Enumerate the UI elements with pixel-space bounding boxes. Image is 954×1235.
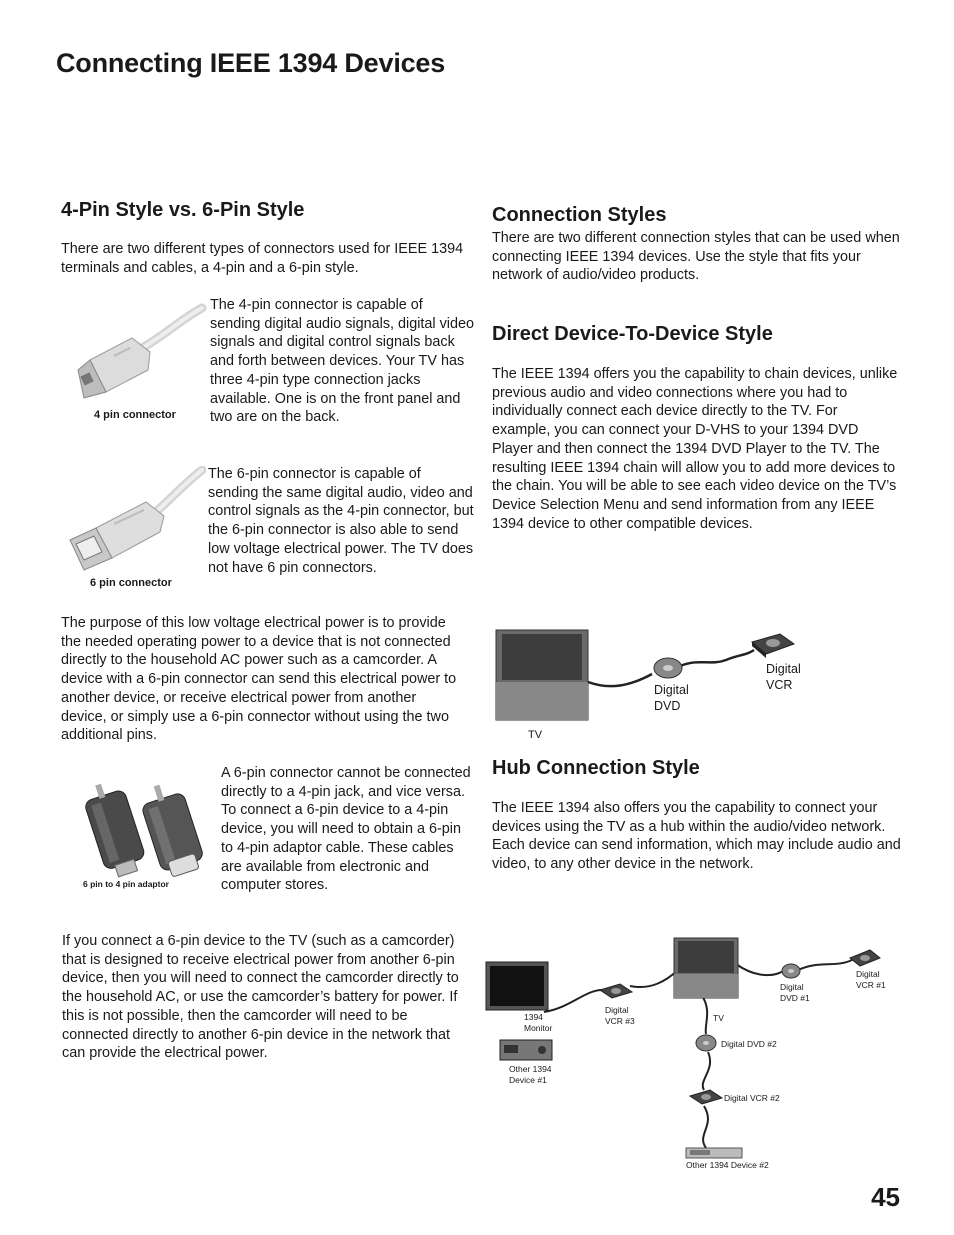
dvd-1-icon — [782, 964, 800, 978]
connection-styles-text: There are two different connection styles that can be used when connecting IEEE 1394 devices. Use the style that fits your network of audio/video products. — [492, 230, 900, 284]
power-paragraph: The purpose of this low voltage electrical power is to provide the needed operating power to a device that is not connected directly to the household AC power such as a camcorder. A device with a 6-pin connector can send this electrical power to another device, or receive electrical power from another device, or simply use a 6-pin connector without using the two additional pins. — [61, 615, 457, 744]
dvd-2-icon — [696, 1035, 716, 1051]
pin-style-heading: 4-Pin Style vs. 6-Pin Style — [61, 199, 305, 221]
receiver-icon — [500, 1040, 552, 1060]
hub-dvd2-label: Digital DVD #2 — [721, 1039, 777, 1049]
pin-style-intro: There are two different types of connectors used for IEEE 1394 terminals and cables, a 4-pin and a 6-pin style. — [61, 241, 464, 276]
adaptor-text: A 6-pin connector cannot be connected directly to a 4-pin jack, and vice versa. To connect a 6-pin device to a 4-pin device, you will need to obtain a 6-pin to 4-pin adaptor cable. These cables are available from electronic and computer stores. — [221, 765, 471, 894]
page-number: 45 — [871, 1182, 900, 1212]
hub-diagram — [480, 930, 900, 1165]
six-pin-text: The 6-pin connector is capable of sending the same digital audio, video and control signals as the 4-pin connector, but the 6-pin connector is also able to send low voltage electrical power. The TV does not have 6 pin connectors. — [208, 466, 474, 576]
six-pin-caption: 6 pin connector — [90, 577, 172, 589]
vcr-1-icon — [850, 950, 880, 966]
four-pin-connector-image — [70, 300, 210, 405]
direct-style-heading: Direct Device-To-Device Style — [492, 323, 773, 345]
direct-tv-label: TV — [528, 729, 543, 741]
other-device-2-icon — [686, 1148, 742, 1158]
direct-vcr-label: Digital VCR — [766, 662, 801, 692]
vcr-tape-icon — [752, 634, 794, 658]
hub-style-text: The IEEE 1394 also offers you the capability to connect your devices using the TV as a hub within the audio/video network. Each device can send information, which may include audio and video, to any other device in the network. — [492, 800, 901, 873]
hub-vcr3-label: Digital VCR #3 — [605, 1005, 635, 1026]
vcr-3-icon — [600, 984, 632, 998]
vcr-2-icon — [690, 1090, 722, 1104]
four-pin-text: The 4-pin connector is capable of sending digital audio signals, digital video signals and digital control signals back and forth between devices. Your TV has three 4-pin type connection jacks available. One is on the front panel and two are on the back. — [210, 297, 475, 426]
hub-style-heading: Hub Connection Style — [492, 757, 700, 779]
hub-other1-label: Other 1394 Device #1 — [509, 1064, 552, 1085]
adaptor-caption: 6 pin to 4 pin adaptor — [83, 879, 169, 889]
camcorder-paragraph: If you connect a 6-pin device to the TV (such as a camcorder) that is designed to receive electrical power from another 6-pin device, then you will need to connect the camcorder directly to the household AC, or use the camcorder’s battery for power. If this is not possible, then the camcorder will need to be connected directly to another 6-pin device in the network that can provide the electrical power. — [62, 933, 459, 1062]
direct-style-text: The IEEE 1394 offers you the capability to chain devices, unlike previous audio and video connections where you had to individually connect each device directly to the TV. For example, you can connect your D-VHS to your 1394 DVD Player and then connect the 1394 DVD Player to the TV. The resulting IEEE 1394 chain will allow you to add more devices to the chain. You will be able to see each video device on the TV’s Device Selection Menu and send information from any IEEE 1394 device to other compatible devices. — [492, 366, 898, 532]
direct-dvd-label: Digital DVD — [654, 683, 689, 713]
monitor-icon — [486, 962, 548, 1010]
connection-styles-heading: Connection Styles — [492, 204, 667, 226]
hub-dvd1-label: Digital DVD #1 — [780, 982, 810, 1003]
page-title: Connecting IEEE 1394 Devices — [56, 48, 446, 78]
hub-tv-icon — [674, 938, 738, 998]
tv-icon — [496, 630, 588, 720]
six-pin-connector-image — [66, 466, 206, 576]
hub-tv-label: TV — [713, 1013, 724, 1023]
hub-monitor-label: 1394 Monitor — [524, 1012, 553, 1033]
hub-vcr2-label: Digital VCR #2 — [724, 1093, 780, 1103]
hub-other2-label: Other 1394 Device #2 — [686, 1160, 769, 1170]
dvd-disc-icon — [654, 658, 682, 678]
hub-vcr1-label: Digital VCR #1 — [856, 969, 886, 990]
four-pin-caption: 4 pin connector — [94, 409, 176, 421]
adaptor-image — [72, 775, 212, 880]
